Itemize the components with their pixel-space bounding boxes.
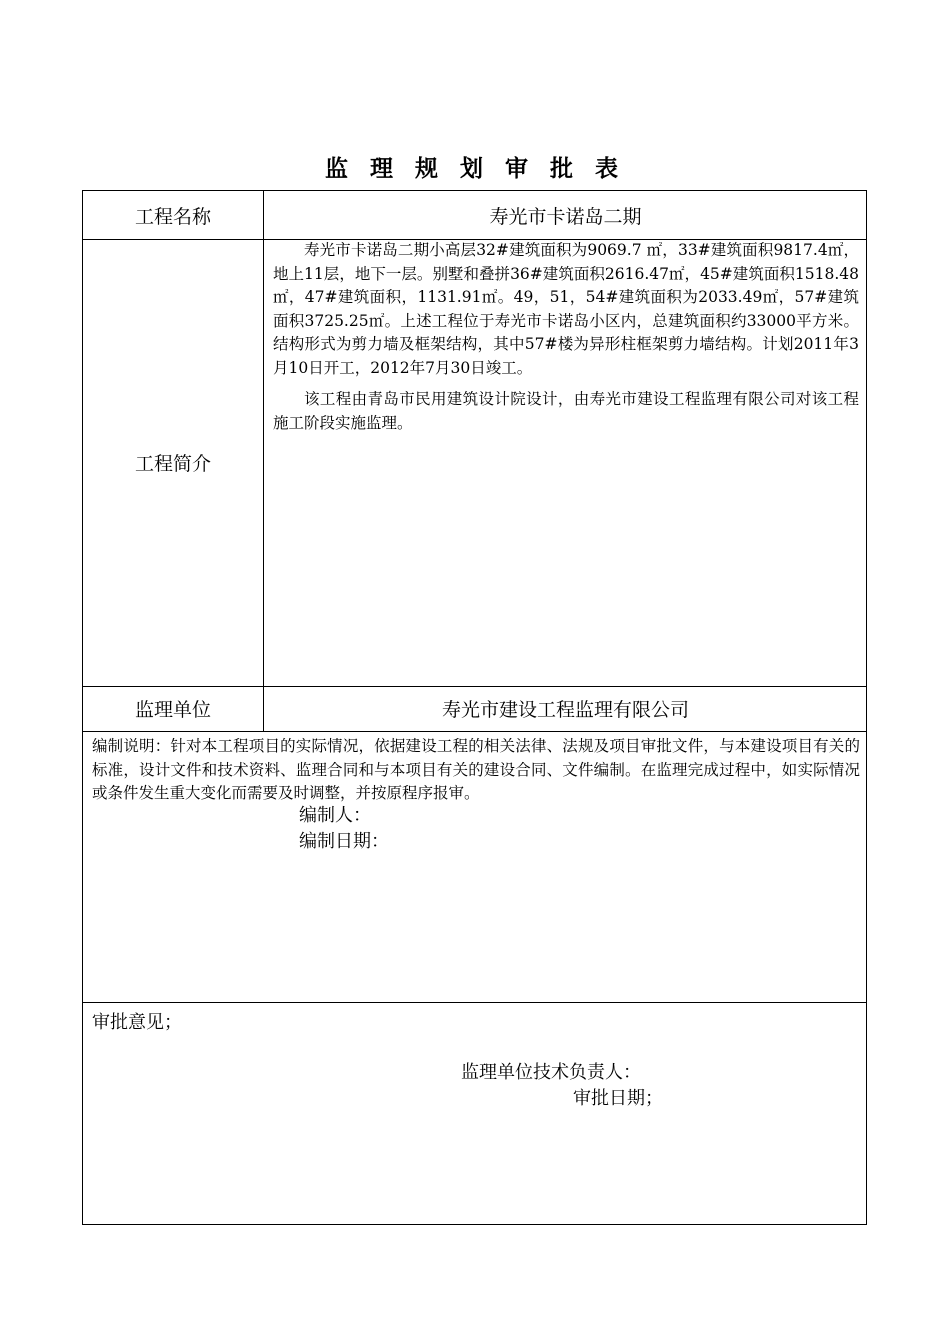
project-name-label: 工程名称	[134, 205, 211, 228]
row-divider	[83, 731, 866, 732]
tech-lead-label: 监理单位技术负责人：	[461, 1062, 641, 1083]
page-title: 监 理 规 划 审 批 表	[324, 156, 626, 182]
supervisor-value: 寿光市建设工程监理有限公司	[441, 699, 689, 721]
intro-text	[273, 239, 859, 443]
supervisor-label: 监理单位	[134, 699, 211, 721]
project-name-value: 寿光市卡诺岛二期	[489, 205, 642, 228]
approval-opinion-label: 审批意见；	[92, 1012, 182, 1033]
row-divider	[83, 1002, 866, 1003]
approval-form-table	[82, 190, 867, 1225]
intro-paragraph: 该工程由青岛市民用建筑设计院设计，由寿光市建设工程监理有限公司对该工程施工阶段实施监理。	[273, 390, 859, 432]
approval-date-label: 审批日期；	[573, 1088, 663, 1109]
intro-paragraph: 寿光市卡诺岛二期小高层32#建筑面积为9069.7 ㎡，33#建筑面积9817.4㎡，地上11层，地下一层。别墅和叠拼36#建筑面积2616.47㎡，45#建筑面积1518.48㎡，47#建筑面积，1131.91㎡。49，51，54#建筑面积为2033.49㎡，57#建筑面积3725.25㎡。上述工程位于寿光市卡诺岛小区内，总建筑面积约33000平方米。结构形式为剪力墙及框架结构，其中57#楼为异形柱框架剪力墙结构。计划2011年3月10日开工，2012年7月30日竣工。	[273, 241, 859, 377]
compile-date-label: 编制日期：	[299, 831, 389, 852]
compile-note-text: 编制说明：针对本工程项目的实际情况，依据建设工程的相关法律、法规及项目审批文件，与本建设项目有关的标准，设计文件和技术资料、监理合同和与本项目有关的建设合同、文件编制。在监理完成过程中，如实际情况或条件发生重大变化而需要及时调整，并按原程序报审。	[92, 737, 860, 802]
column-divider	[263, 191, 264, 731]
intro-label: 工程简介	[134, 453, 211, 475]
compiler-label: 编制人：	[299, 805, 371, 826]
